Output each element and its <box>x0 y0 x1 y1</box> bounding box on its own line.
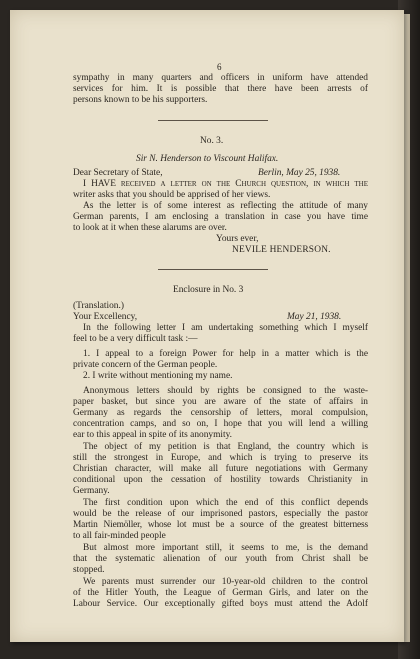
list-item-1: 1. I appeal to a foreign Power for help in a matter which is the <box>83 349 368 359</box>
para6-line-3: Labour Service. Our exceptionally gifted boys must attend the Adolf <box>73 599 368 609</box>
para2-line-4: concentration camps, and so on, I hope that you will lend a willing <box>73 419 368 429</box>
letter-line-3: As the letter is of some interest as reflecting the attitude of many <box>83 201 368 211</box>
para5-line-1: But almost more important still, it seems to me, is the demand <box>83 543 368 553</box>
intro-line-2: services for him. It is possible that there have been arrests of <box>73 84 368 94</box>
para5-line-3: stopped. <box>73 565 105 575</box>
intro-line-3: persons known to be his supporters. <box>73 95 208 105</box>
document-heading: Sir N. Henderson to Viscount Halifax. <box>136 154 279 164</box>
para2-line-5: ear to this appeal in spite of its anonymity. <box>73 430 232 440</box>
section-divider <box>158 120 268 121</box>
letter-line-2: writer asks that you should be apprised of her views. <box>73 190 271 200</box>
para5-line-2: that the systematic alienation of our youth from Christ shall be <box>73 554 368 564</box>
page-number: 6 <box>217 62 222 72</box>
salutation: Dear Secretary of State, <box>73 168 163 178</box>
list-item-1-cont: private concern of the German people. <box>73 360 218 370</box>
para1-line-1: In the following letter I am undertaking something which I myself <box>83 323 368 333</box>
enclosure-salutation: Your Excellency, <box>73 312 138 322</box>
para4-line-2: would be the release of our imprisoned pastors, especially the pastor <box>73 509 368 519</box>
para1-line-2: feel to be a very difficult task :— <box>73 334 198 344</box>
para3-line-1: The object of my petition is that England, the country which is <box>83 442 368 452</box>
page-edge <box>404 14 410 642</box>
para3-line-2: still the strongest in Europe, and which is trying to preserve its <box>73 453 368 463</box>
para3-line-4: conditional upon the cessation of hostility towards Christianity in <box>73 475 368 485</box>
enclosure-date: May 21, 1938. <box>287 312 342 322</box>
translation-note: (Translation.) <box>73 301 124 311</box>
para4-line-4: to all fair-minded people <box>73 531 166 541</box>
para2-line-2: paper basket, but since you are aware of the state of affairs in <box>73 397 368 407</box>
para2-line-1: Anonymous letters should by rights be consigned to the waste- <box>83 386 368 396</box>
para4-line-3: Martin Niemöller, whose lot must be a source of the greatest bitterness <box>73 520 368 530</box>
para2-line-3: Germany as regards the censorship of letters, moral compulsion, <box>73 408 368 418</box>
para3-line-5: Germany. <box>73 486 110 496</box>
document-number: No. 3. <box>200 136 224 146</box>
para6-line-2: of the Hitler Youth, the League of German Girls, and later on the <box>73 588 368 598</box>
para4-line-1: The first condition upon which the end of this conflict depends <box>83 498 368 508</box>
para6-line-1: We parents must surrender our 10-year-old children to the control <box>83 577 368 587</box>
list-item-2: 2. I write without mentioning my name. <box>83 371 233 381</box>
signature: NEVILE HENDERSON. <box>232 245 331 255</box>
section-divider-2 <box>158 269 268 270</box>
letter-line-1 <box>83 179 368 190</box>
place-date: Berlin, May 25, 1938. <box>258 168 341 178</box>
document-page <box>10 10 404 642</box>
letter-line-5: to look at it when these alarums are over. <box>73 223 227 233</box>
para3-line-3: Christian character, will make all future negotiations with Germany <box>73 464 368 474</box>
closing: Yours ever, <box>216 234 259 244</box>
enclosure-heading: Enclosure in No. 3 <box>173 285 244 295</box>
letter-line-4: German parents, I am enclosing a translation in case you have time <box>73 212 368 222</box>
intro-line-1: sympathy in many quarters and officers in uniform have attended <box>73 73 368 83</box>
letter-line-1-text: I HAVE received a letter on the Church question, in which the <box>83 179 368 189</box>
